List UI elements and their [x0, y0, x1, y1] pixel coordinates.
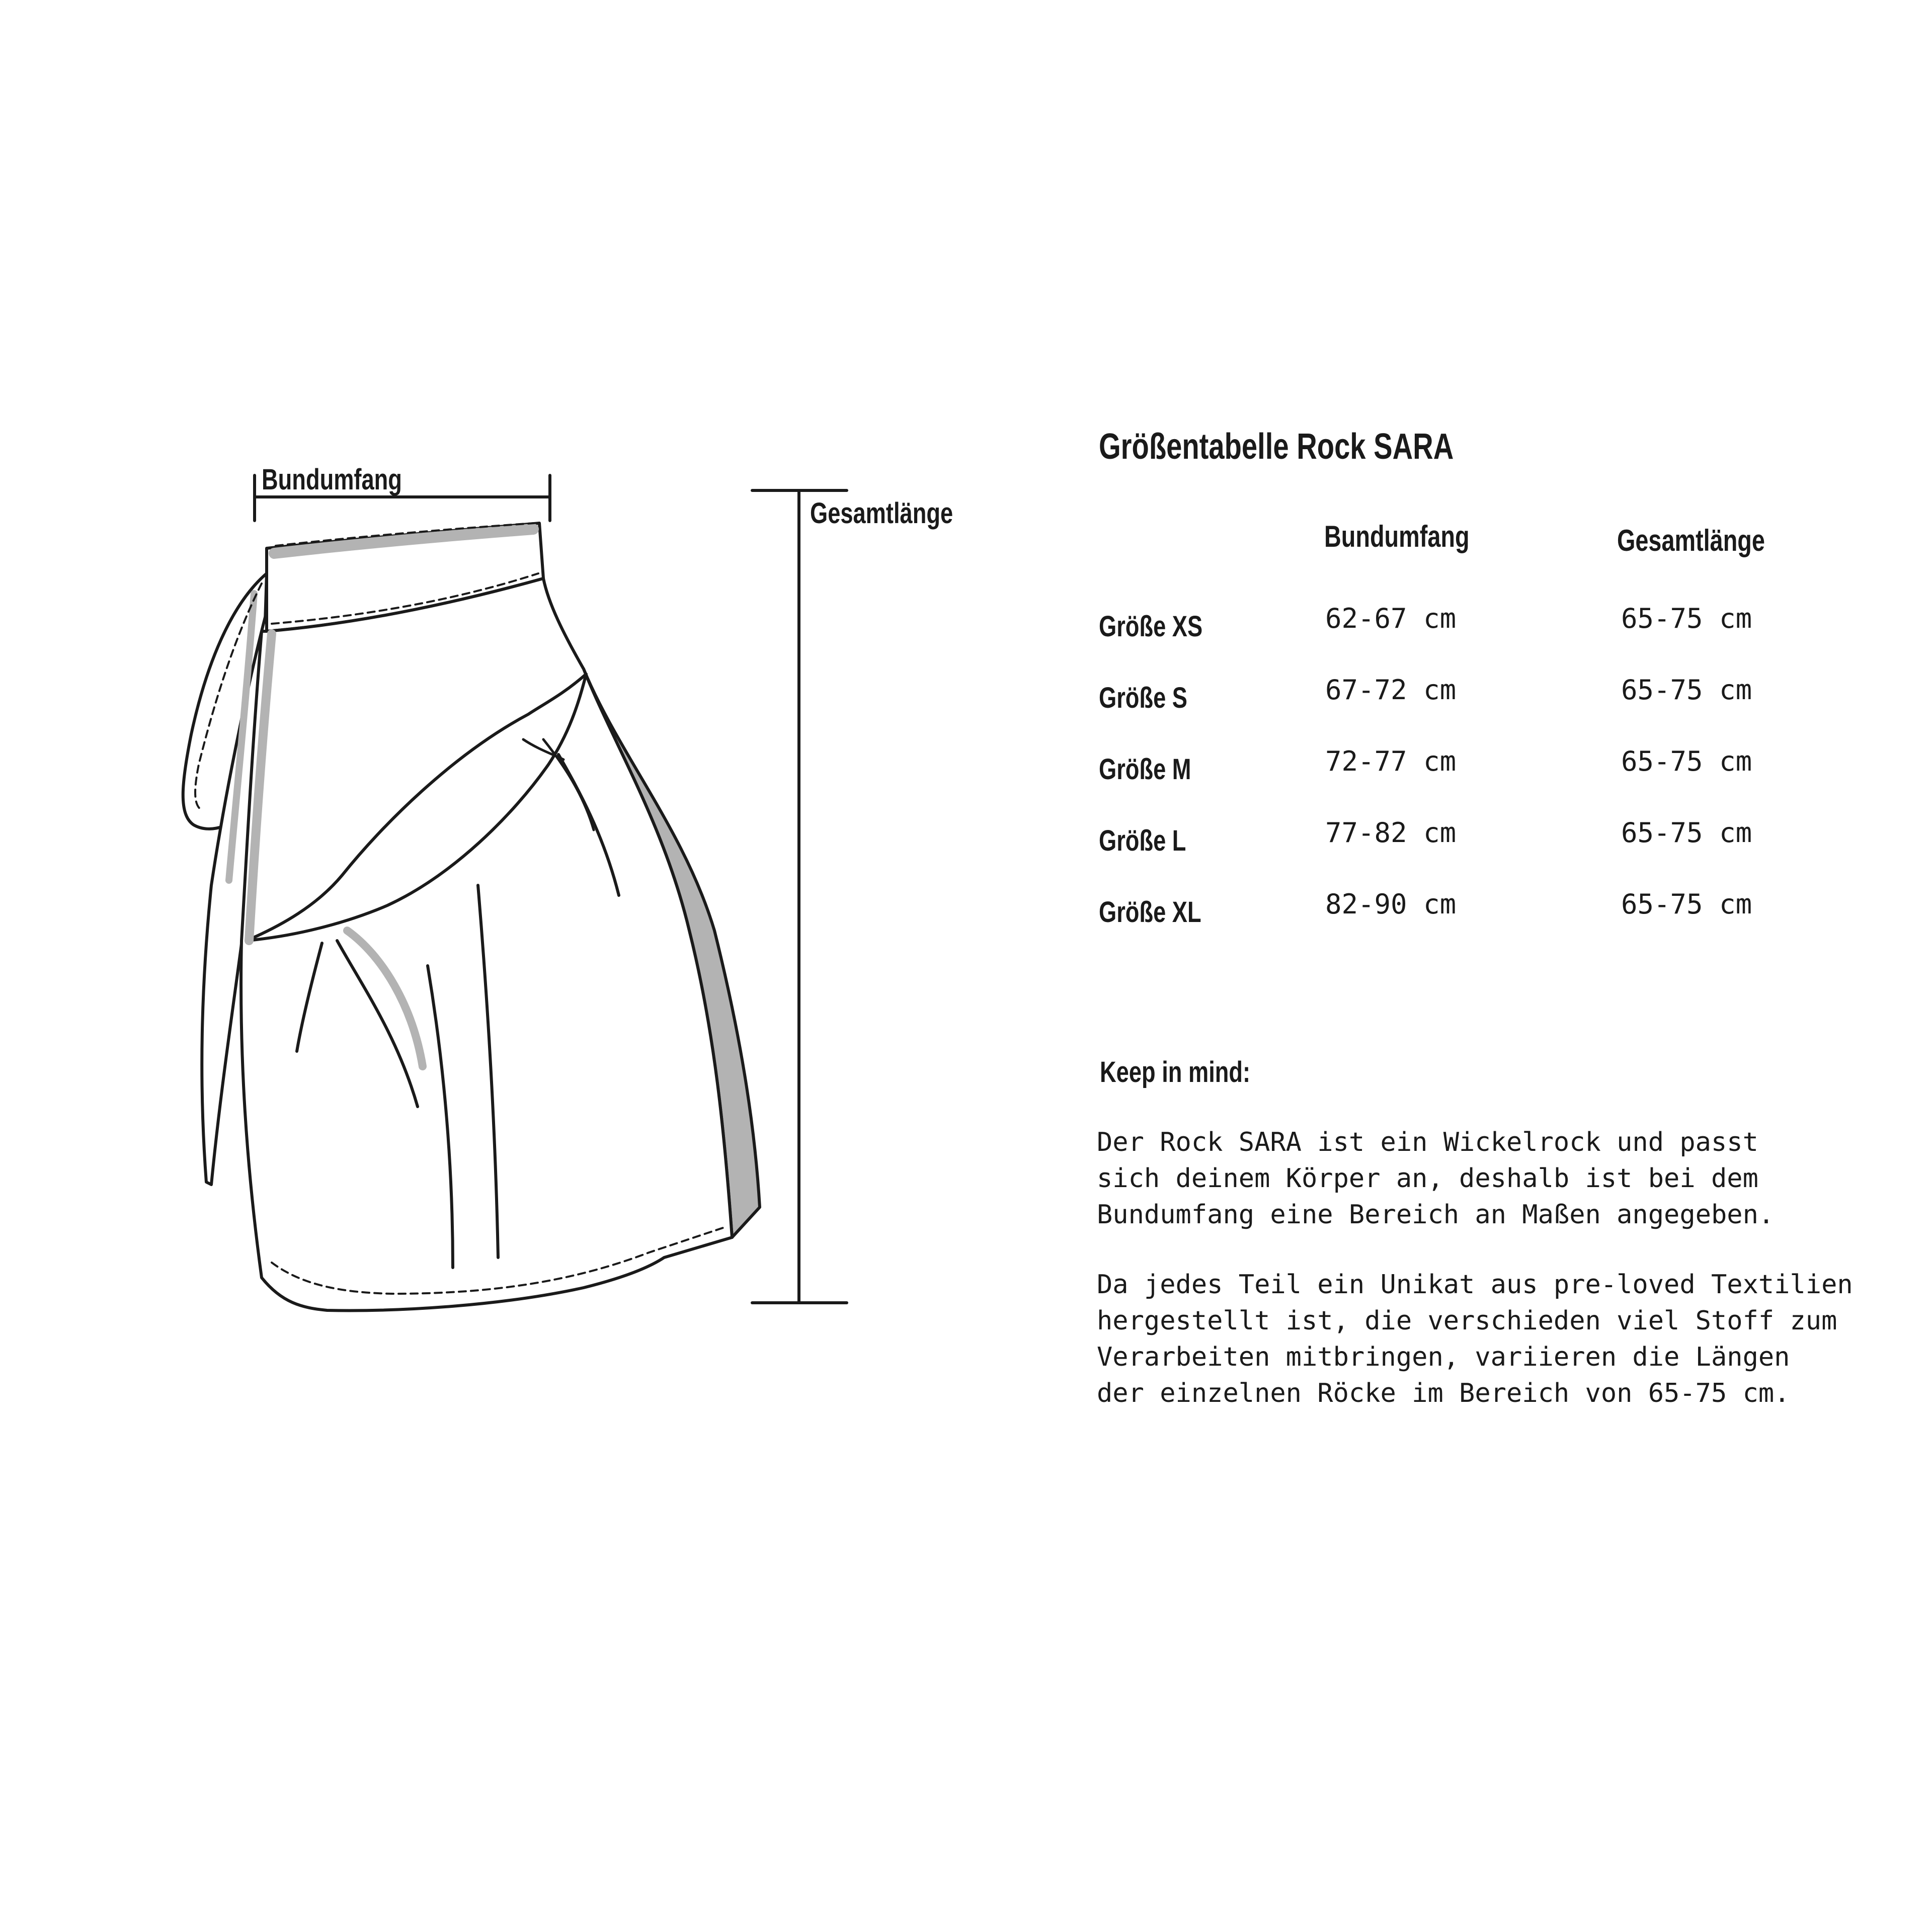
size-table-title: Größentabelle Rock SARA: [1099, 427, 1454, 467]
length-dimension-line: [752, 490, 847, 1303]
size-label: Größe S: [1099, 682, 1187, 714]
notes-line: Verarbeiten mitbringen, variieren die Längen: [1097, 1342, 1790, 1372]
waist-value: 72-77 cm: [1325, 745, 1457, 777]
notes-line: Bundumfang eine Bereich an Maßen angegeben.: [1097, 1200, 1775, 1230]
waist-value: 77-82 cm: [1325, 817, 1457, 849]
notes-paragraph-1: [1097, 1124, 1774, 1233]
waist-value: 67-72 cm: [1325, 674, 1457, 706]
waist-dimension-label: Bundumfang: [262, 463, 402, 496]
length-dimension-label: Gesamtlänge: [810, 497, 953, 530]
column-header-length: Gesamtlänge: [1617, 524, 1765, 557]
waist-value: 82-90 cm: [1325, 888, 1457, 920]
column-header-waist: Bundumfang: [1324, 520, 1470, 553]
notes-heading: Keep in mind:: [1100, 1056, 1251, 1089]
notes-line: Da jedes Teil ein Unikat aus pre-loved Textilien: [1097, 1270, 1853, 1300]
notes-line: hergestellt ist, die verschieden viel Stoff zum: [1097, 1306, 1837, 1336]
notes-paragraph-2: [1097, 1267, 1853, 1411]
length-value: 65-75 cm: [1621, 674, 1752, 706]
notes-line: sich deinem Körper an, deshalb ist bei dem: [1097, 1163, 1758, 1194]
size-label: Größe M: [1099, 753, 1191, 786]
notes-line: der einzelnen Röcke im Bereich von 65-75 cm.: [1097, 1378, 1790, 1408]
length-value: 65-75 cm: [1621, 603, 1752, 634]
size-label: Größe XL: [1099, 896, 1201, 929]
waist-value: 62-67 cm: [1325, 603, 1457, 634]
notes-line: Der Rock SARA ist ein Wickelrock und passt: [1097, 1127, 1758, 1157]
length-value: 65-75 cm: [1621, 817, 1752, 849]
size-label: Größe XS: [1099, 610, 1203, 643]
length-value: 65-75 cm: [1621, 745, 1752, 777]
size-label: Größe L: [1099, 824, 1186, 857]
skirt-body: [241, 578, 732, 1310]
length-value: 65-75 cm: [1621, 888, 1752, 920]
